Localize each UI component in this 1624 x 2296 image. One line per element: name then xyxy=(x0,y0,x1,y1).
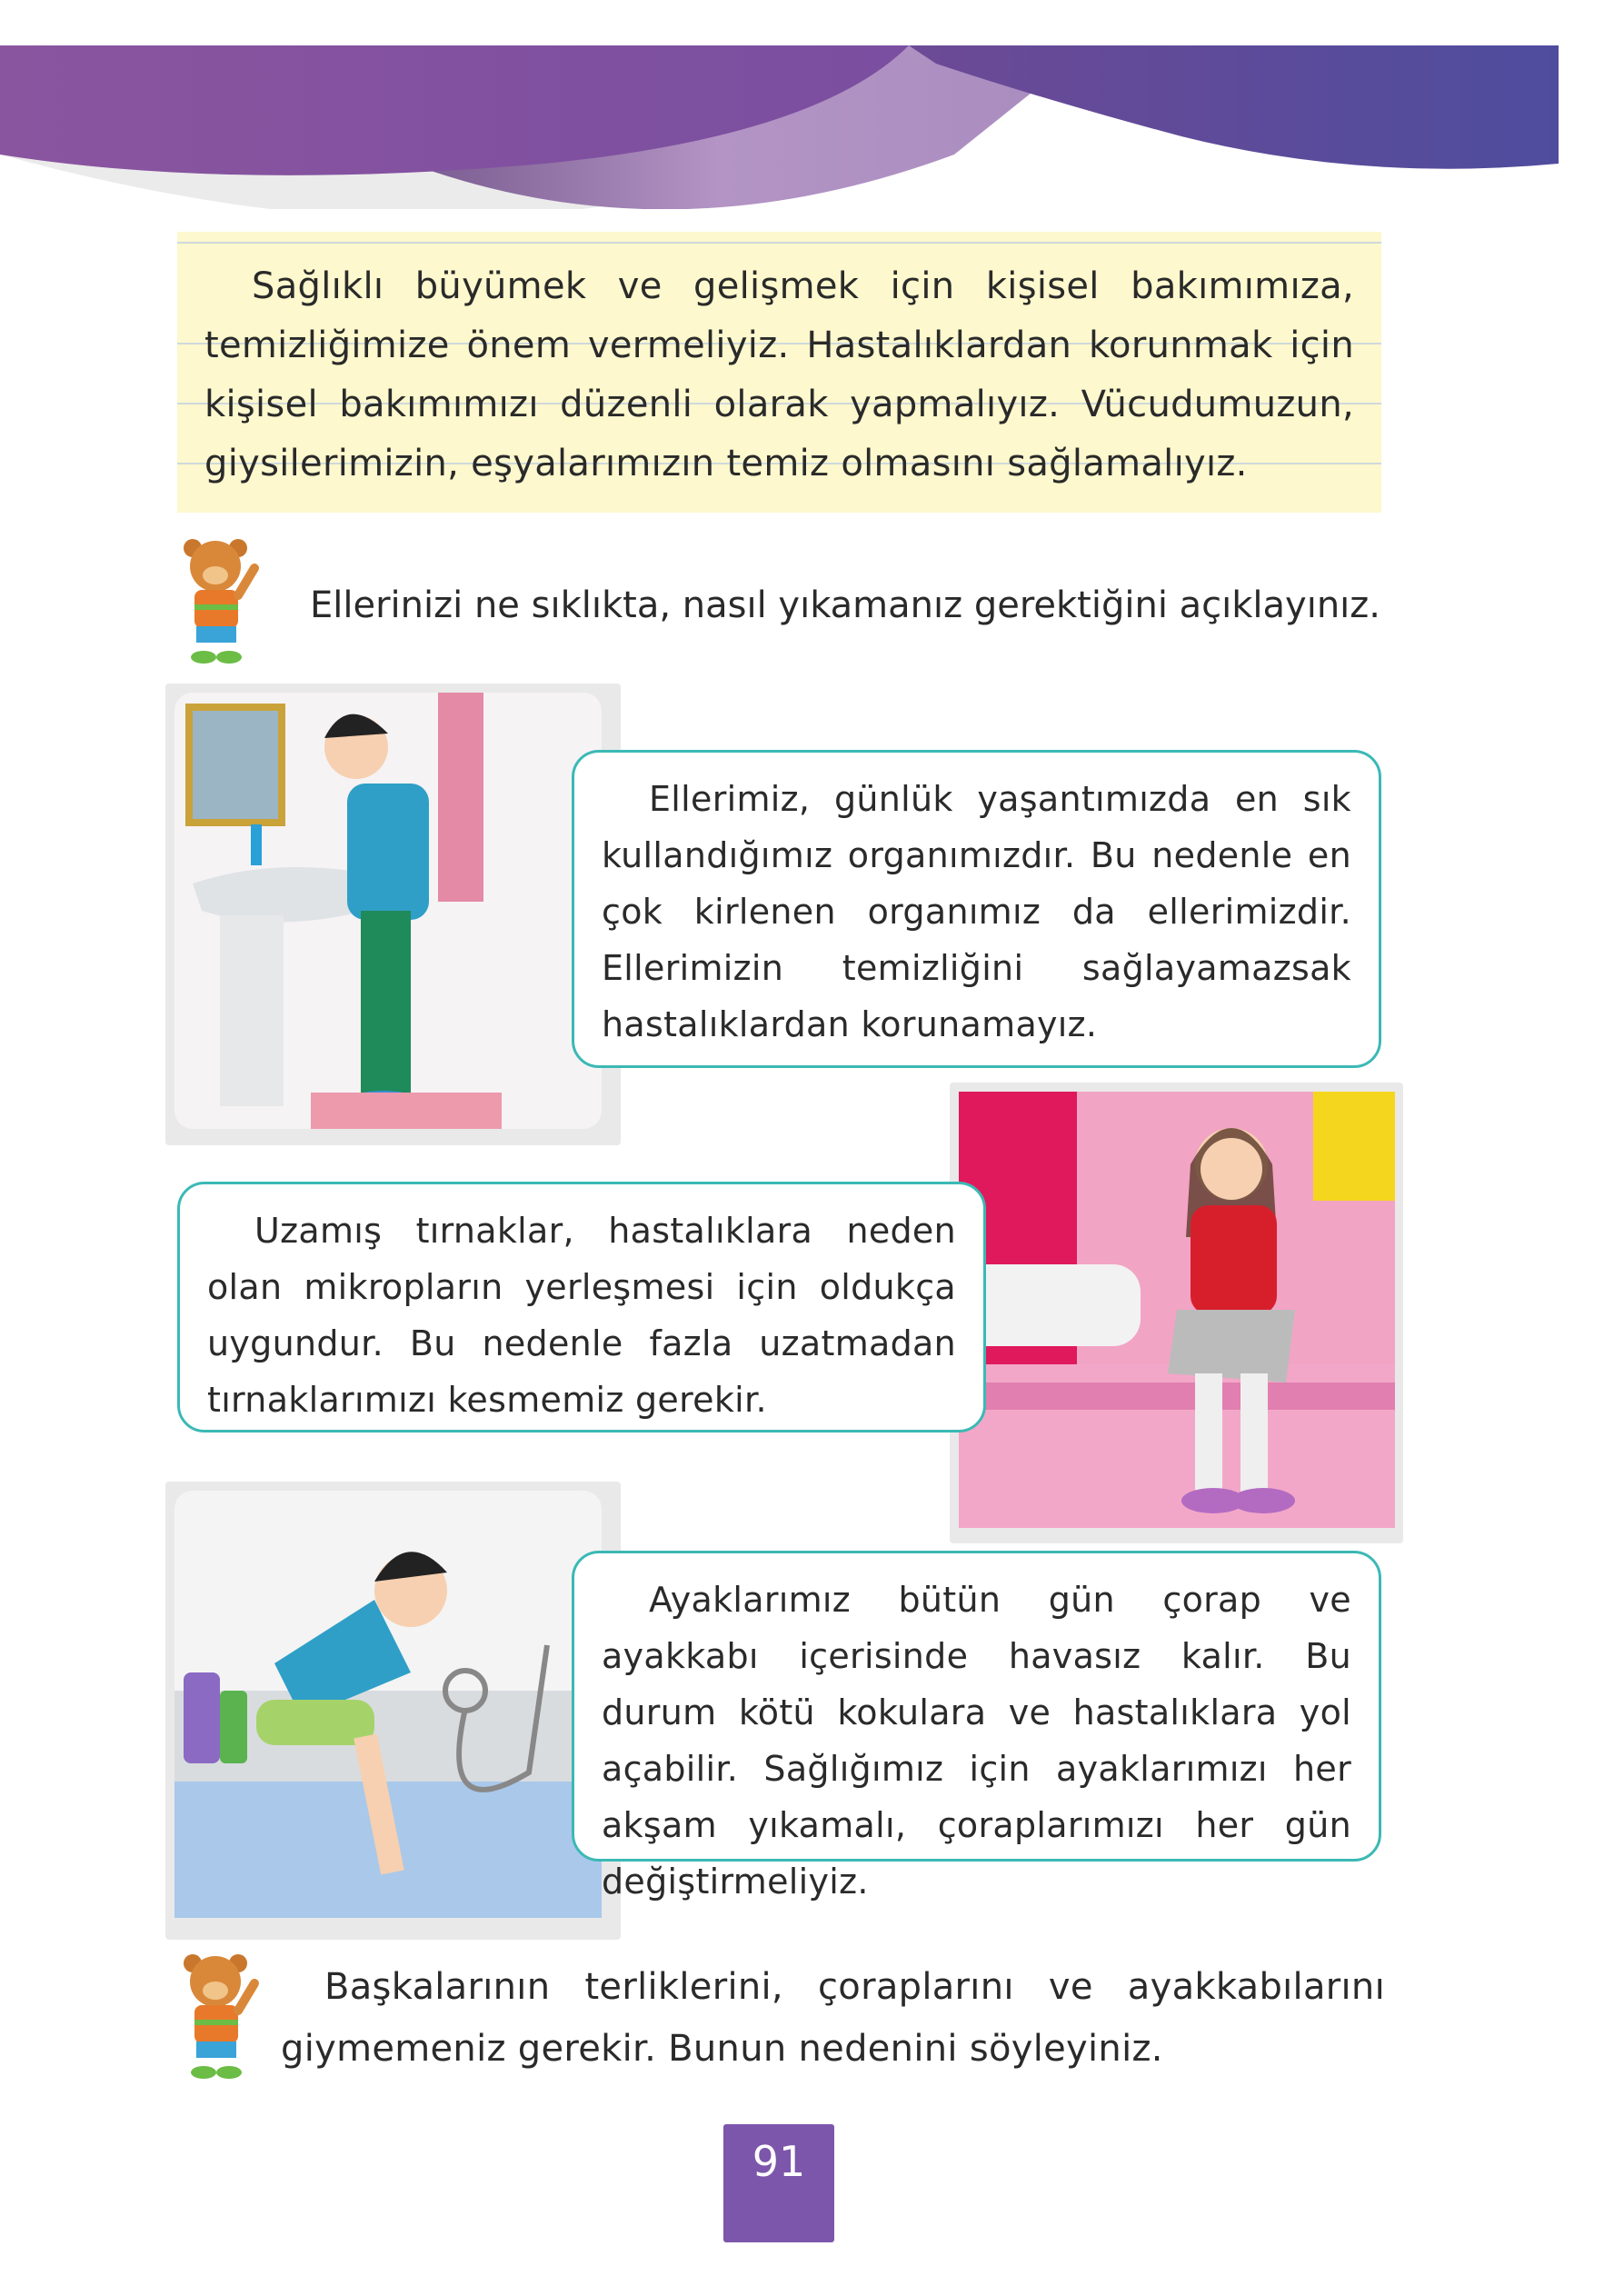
bubble-hands-text: Ellerimiz, günlük yaşantımızda en sık kullandığımız organımızdır. Bu nedenle en çok kirlenen organımız da ellerimizdir. Ellerimizin temizliğini sağlayamazsak hastalıklardan korunamayız. xyxy=(602,779,1351,1044)
bubble-nails-text: Uzamış tırnaklar, hastalıklara neden olan mikropların yerleşmesi için oldukça uygundur. Bu nedenle fazla uzatmadan tırnaklarımızı kesmemiz gerekir. xyxy=(207,1211,956,1420)
question-shoes: Başkalarının terliklerini, çoraplarını ve ayakkabılarını giymemeniz gerekir. Bunun nedenini söyleyiniz. xyxy=(281,1966,1385,2070)
illustration-boy-washing-feet xyxy=(165,1482,621,1940)
intro-text: Sağlıklı büyümek ve gelişmek için kişisel bakımımıza, temizliğimize önem vermeliyiz. Hastalıklardan korunmak için kişisel bakımımızı düzenli olarak yapmalıyız. Vücudumuzun, giysilerimizin, eşyalarımızın temiz olmasını sağlamalıyız. xyxy=(204,265,1354,484)
speech-bubble-hands xyxy=(572,750,1381,1068)
bear-mascot-icon xyxy=(174,1947,265,2083)
intro-note xyxy=(177,232,1381,513)
page-number: 91 xyxy=(723,2124,834,2242)
bubble-feet-text: Ayaklarımız bütün gün çorap ve ayakkabı içerisinde havasız kalır. Bu durum kötü kokulara ve hastalıklara yol açabilir. Sağlığımız için ayaklarımızı her akşam yıkamalı, çoraplarımızı her gün değiştirmeliyiz. xyxy=(602,1580,1351,1902)
speech-bubble-nails xyxy=(177,1182,986,1433)
header-banner xyxy=(0,45,1559,209)
illustration-boy-washing-hands xyxy=(165,684,621,1145)
illustration-girl-cutting-nails xyxy=(950,1083,1403,1543)
bear-mascot-icon xyxy=(174,532,265,668)
speech-bubble-feet xyxy=(572,1551,1381,1902)
question-hands: Ellerinizi ne sıklıkta, nasıl yıkamanız gerektiğini açıklayınız. xyxy=(310,584,1381,626)
